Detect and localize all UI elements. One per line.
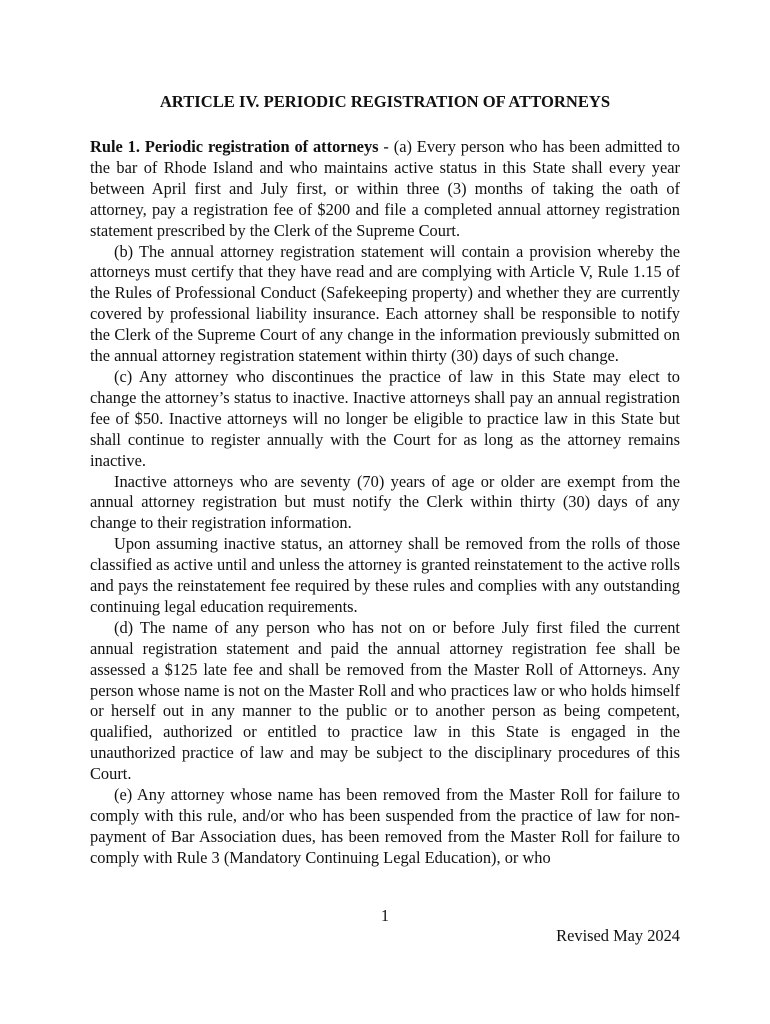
paragraph-c: (c) Any attorney who discontinues the practice of law in this State may elect to change the attorney’s status to inactive. Inactive attorneys shall pay an annual registration fee of $50. Inactive attorneys will no longer be eligible to practice law in this State but shall continue to register annually with the Court for as long as the attorney remains inactive. — [90, 366, 680, 470]
rule-1-paragraph — [90, 137, 680, 242]
paragraph-inactive-exempt: Inactive attorneys who are seventy (70) years of age or older are exempt from the annual attorney registration but must notify the Clerk within thirty (30) days of any change to their registration information. — [90, 471, 680, 533]
paragraph-inactive-status: Upon assuming inactive status, an attorney shall be removed from the rolls of those classified as active until and unless the attorney is granted reinstatement to the active rolls and pays the reinstatement fee required by these rules and complies with any outstanding continuing legal education requirements. — [90, 534, 680, 616]
rule-1-heading: Rule 1. Periodic registration of attorneys — [90, 137, 379, 156]
paragraph-e: (e) Any attorney whose name has been removed from the Master Roll for failure to comply with this rule, and/or who has been suspended from the practice of law for non-payment of Bar Association dues, has been removed from the Master Roll for failure to comply with Rule 3 (Mandatory Continuing Legal Education), or who — [90, 785, 680, 867]
body-text — [90, 137, 680, 869]
paragraph-b: (b) The annual attorney registration statement will contain a provision whereby the attorneys must certify that they have read and are complying with Article V, Rule 1.15 of the Rules of Professional Conduct (Safekeeping property) and whether they are currently covered by professional liability insurance. Each attorney shall be responsible to notify the Clerk of the Supreme Court of any change in the information previously submitted on the annual attorney registration statement within thirty (30) days of such change. — [90, 241, 680, 366]
article-title: ARTICLE IV. PERIODIC REGISTRATION OF ATTORNEYS — [159, 92, 611, 111]
paragraph-d: (d) The name of any person who has not on or before July first filed the current annual registration statement and paid the annual attorney registration fee shall be assessed a $125 late fee and shall be removed from the Master Roll of Attorneys. Any person whose name is not on the Master Roll and who practices law or who holds himself or herself out in any manner to the public or to another person as being competent, qualified, authorized or entitled to practice law in this State is engaged in the unauthorized practice of law and may be subject to the disciplinary procedures of this Court. — [90, 617, 680, 784]
rule-1-intro: - (a) Every person who has been admitted to the bar of Rhode Island and who maintains active status in this State shall every year between April first and July first, or within three (3) months of taking the oath of attorney, pay a registration fee of $200 and file a completed annual attorney registration statement prescribed by the Clerk of the Supreme Court. — [90, 137, 680, 240]
revised-date: Revised May 2024 — [556, 926, 680, 945]
page-number: 1 — [380, 906, 390, 925]
